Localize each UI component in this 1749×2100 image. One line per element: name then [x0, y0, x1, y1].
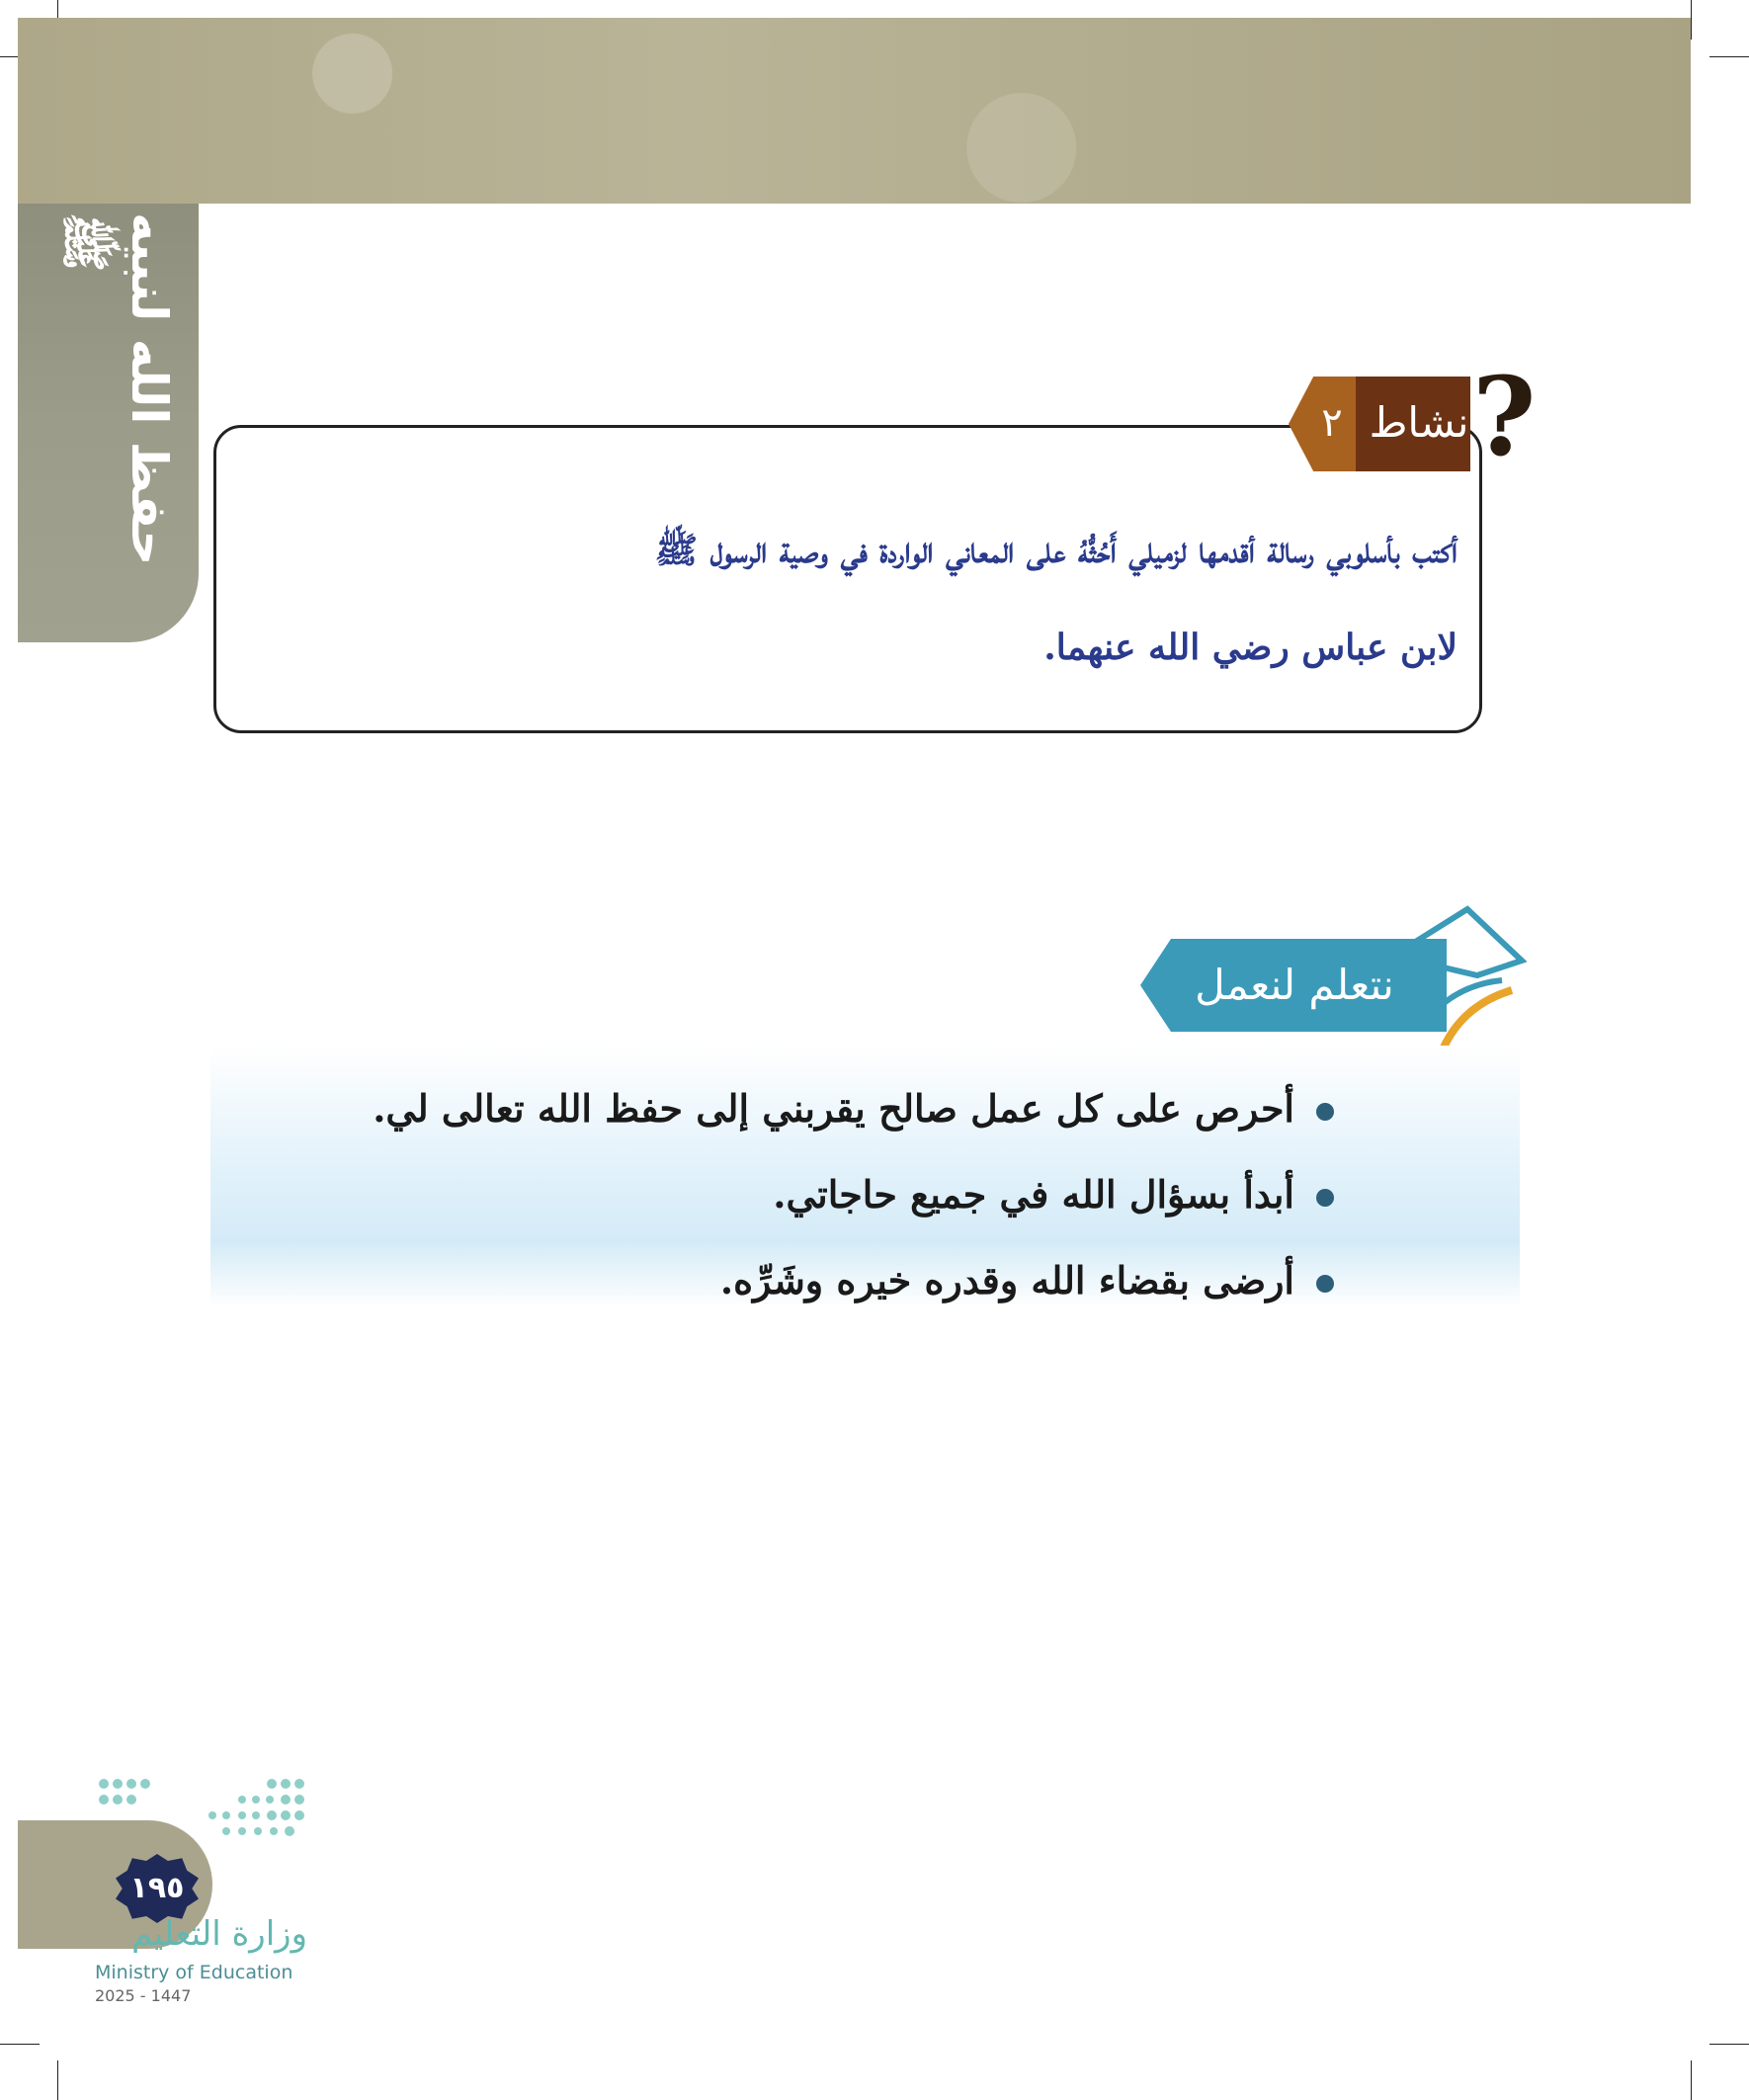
bullet-dot-icon	[1316, 1103, 1334, 1121]
edition-year: 2025 - 1447	[95, 1986, 192, 2005]
crop-mark	[57, 2060, 58, 2100]
bullet-dot-icon	[1316, 1275, 1334, 1293]
learn-to-act-label: نتعلم لنعمل	[1195, 961, 1394, 1009]
question-mark-icon: ?	[1472, 353, 1537, 480]
ministry-name-en: Ministry of Education	[95, 1962, 293, 1983]
activity-label: نشاط	[1369, 398, 1469, 447]
list-item: أرضى بقضاء الله وقدره خيره وشَرِّه.	[296, 1237, 1334, 1323]
ministry-name-ar: وزارة التعليم	[131, 1914, 307, 1954]
chapter-title: حفظ الله لنبيه ﷺ	[56, 212, 178, 566]
learn-to-act-list	[296, 1065, 1334, 1323]
crop-mark	[1709, 2044, 1749, 2045]
list-item: أحرص على كل عمل صالح يقربني إلى حفظ الله تعالى لي.	[296, 1065, 1334, 1151]
activity-line-2: لابن عباس رضي الله عنهما.	[1043, 627, 1458, 668]
activity-number: ٢	[1321, 400, 1343, 446]
crop-mark	[0, 2044, 40, 2045]
list-item: أبدأ بسؤال الله في جميع حاجاتي.	[296, 1151, 1334, 1237]
crop-mark	[1691, 0, 1692, 40]
bullet-dot-icon	[1316, 1189, 1334, 1207]
header-pattern-band	[18, 18, 1691, 204]
activity-line-1: أكتب بأسلوبي رسالة أقدمها لزميلي أَحُثُّهُ على المعاني الواردة في وصية الرسول ﷺ	[654, 530, 1458, 571]
activity-text	[247, 502, 1458, 696]
page-number: ١٩٥	[129, 1871, 185, 1905]
crop-mark	[1691, 2060, 1692, 2100]
crop-mark	[1709, 56, 1749, 57]
